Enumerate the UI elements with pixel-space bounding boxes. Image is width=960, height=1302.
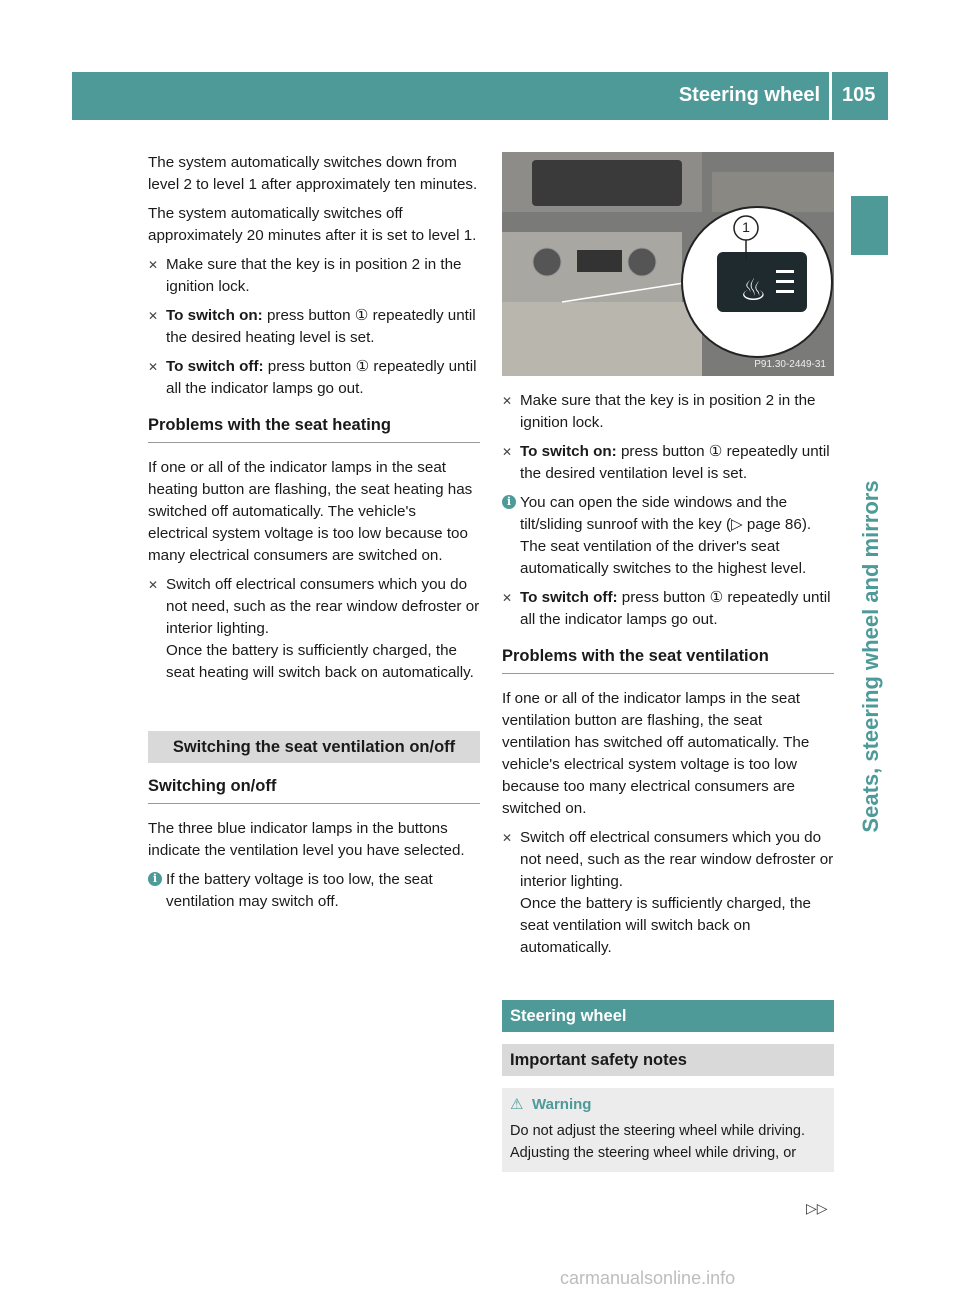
instruction-step: ✕ To switch off: press button ① repeatedly until all the indicator lamps go out. xyxy=(502,589,831,628)
paragraph: If one or all of the indicator lamps in the seat heating button are flashing, the seat heating has switched off automatically. The vehicle's electrical system voltage is too low because too many electrical consumers are switched on. xyxy=(148,459,473,564)
step-marker-icon: ✕ xyxy=(148,258,159,272)
right-column xyxy=(502,390,834,1172)
dashboard-photo xyxy=(502,152,834,376)
section-tab xyxy=(851,196,888,255)
header-separator xyxy=(829,72,832,120)
svg-text:♨: ♨ xyxy=(740,273,767,308)
paragraph: The three blue indicator lamps in the buttons indicate the ventilation level you have selected. xyxy=(148,820,465,859)
dashboard-illustration xyxy=(502,152,834,376)
image-code: P91.30-2449-31 xyxy=(754,359,826,370)
step-marker-icon: ✕ xyxy=(502,445,513,459)
watermark: carmanualsonline.info xyxy=(560,1268,736,1288)
step-marker-icon: ✕ xyxy=(502,831,513,845)
section-band-main: Steering wheel xyxy=(502,1000,834,1032)
step-marker-icon: ✕ xyxy=(148,578,159,592)
step-marker-icon: ✕ xyxy=(502,394,513,408)
warning-heading: ⚠ Warning xyxy=(510,1094,826,1116)
warning-text: Do not adjust the steering wheel while driving. Adjusting the steering wheel while driving, or xyxy=(510,1123,805,1161)
info-icon: i xyxy=(148,872,162,886)
warning-box xyxy=(502,1088,834,1172)
section-heading: Switching on/off xyxy=(148,775,480,804)
left-column xyxy=(148,152,480,920)
section-heading: Problems with the seat heating xyxy=(148,414,480,443)
paragraph: If one or all of the indicator lamps in the seat ventilation button are flashing, the seat ventilation has switched off automatically. The vehicle's electrical system voltage is too low because too many electrical consumers are switched on. xyxy=(502,690,810,817)
info-note: i If the battery voltage is too low, the seat ventilation may switch off. xyxy=(148,869,480,913)
step-marker-icon: ✕ xyxy=(148,360,159,374)
continue-arrow-icon: ▷▷ xyxy=(806,1200,828,1216)
paragraph: The system automatically switches down from level 2 to level 1 after approximately ten minutes. xyxy=(148,154,478,193)
section-title xyxy=(853,269,889,1044)
instruction-step: ✕ To switch off: press button ① repeatedly until all the indicator lamps go out. xyxy=(148,358,477,397)
step-marker-icon: ✕ xyxy=(148,309,159,323)
instruction-step: ✕ Make sure that the key is in position 2 in the ignition lock. xyxy=(148,256,462,295)
instruction-step: ✕ Switch off electrical consumers which you do not need, such as the rear window defroster or interior lighting. Once the battery is sufficiently charged, the seat ventilation will switch back on automatically. xyxy=(502,829,834,956)
section-band-sub: Important safety notes xyxy=(502,1044,834,1076)
step-marker-icon: ✕ xyxy=(502,591,513,605)
section-title-text: Seats, steering wheel and mirrors xyxy=(858,480,883,833)
instruction-step: ✕ Make sure that the key is in position 2 in the ignition lock. xyxy=(502,392,816,431)
instruction-step: ✕ To switch on: press button ① repeatedly until the desired ventilation level is set. xyxy=(502,443,830,482)
page-title: Steering wheel xyxy=(678,84,820,106)
page-number: 105 xyxy=(842,84,876,106)
info-icon: i xyxy=(502,495,516,509)
info-note: i You can open the side windows and the tilt/sliding sunroof with the key (▷ page 86). The seat ventilation of the driver's seat automatically switches to the highest level. xyxy=(502,492,834,580)
warning-triangle-icon: ⚠ xyxy=(510,1096,524,1113)
callout-number: 1 xyxy=(742,219,750,235)
instruction-step: ✕ Switch off electrical consumers which you do not need, such as the rear window defroster or interior lighting. Once the battery is sufficiently charged, the seat heating will switch back on automatically. xyxy=(148,576,480,681)
paragraph: The system automatically switches off approximately 20 minutes after it is set to level 1. xyxy=(148,205,477,244)
instruction-step: ✕ To switch on: press button ① repeatedly until the desired heating level is set. xyxy=(148,307,476,346)
section-band: Switching the seat ventilation on/off xyxy=(148,731,480,763)
section-heading: Problems with the seat ventilation xyxy=(502,645,834,674)
